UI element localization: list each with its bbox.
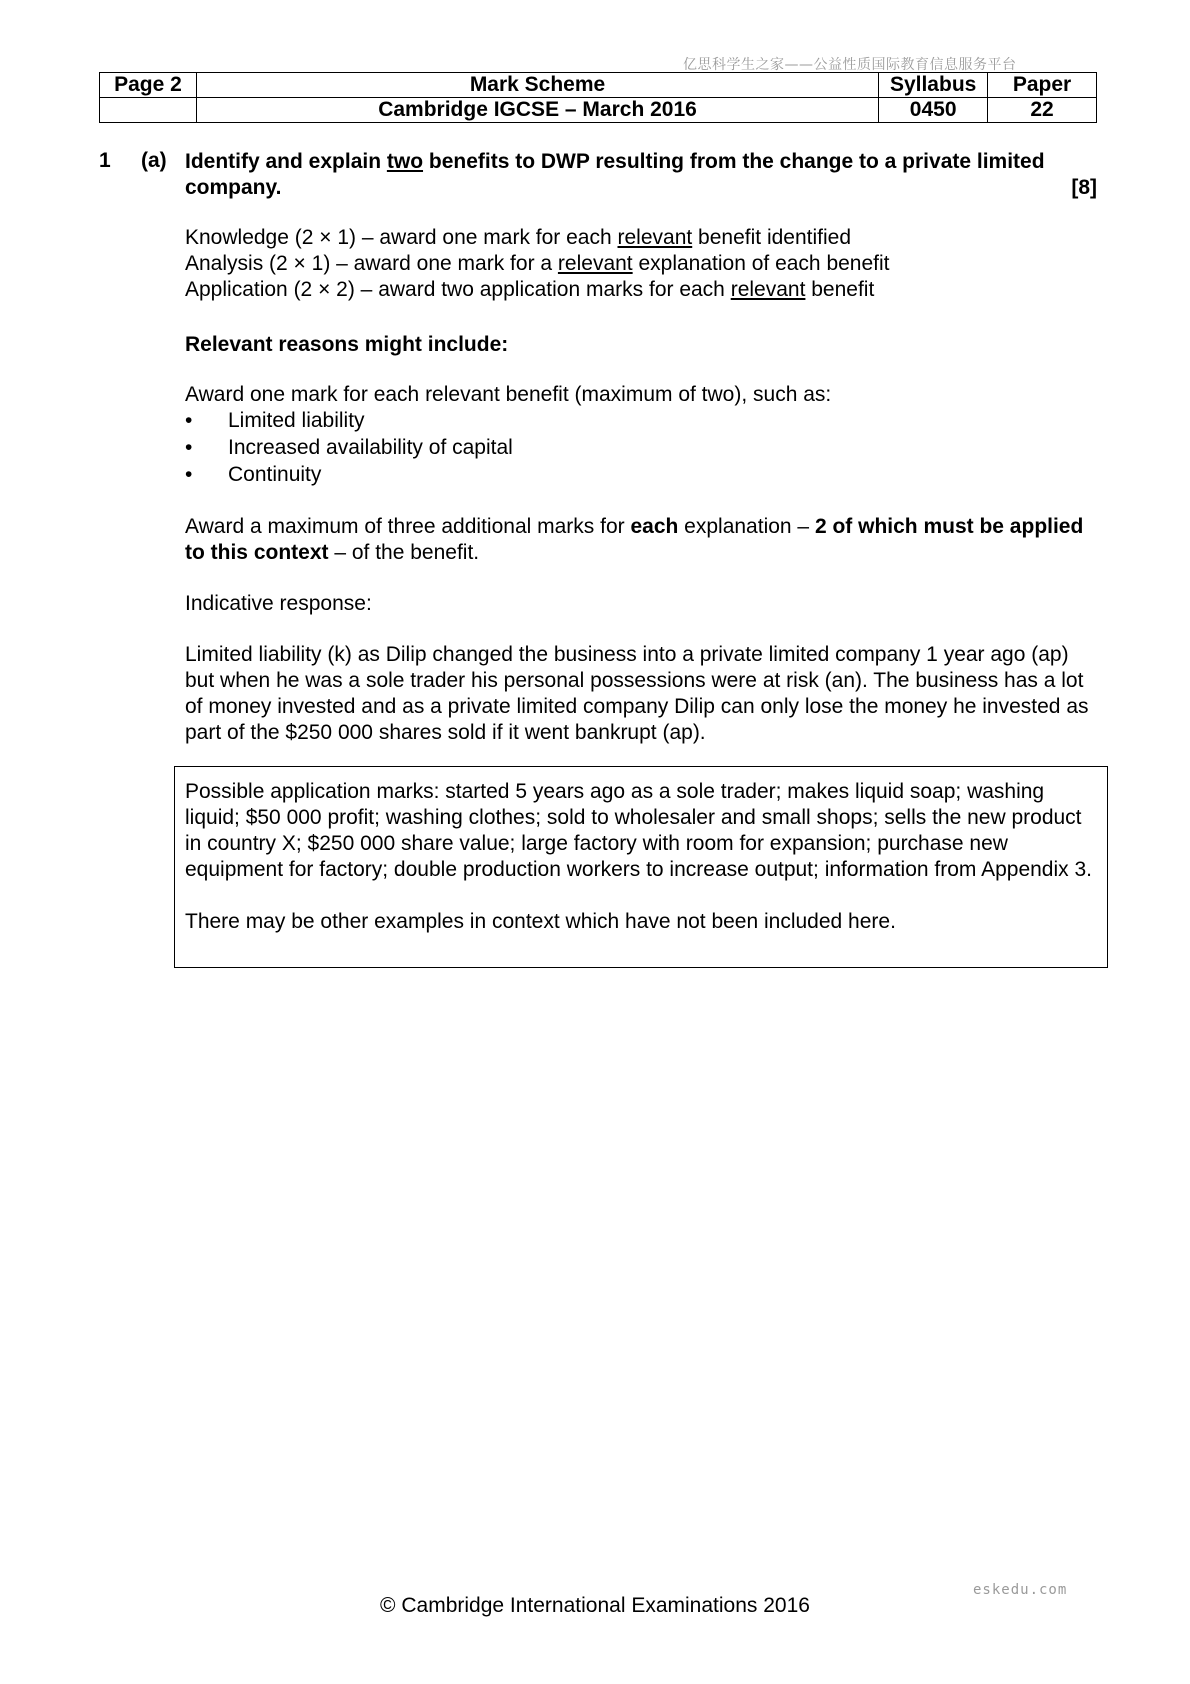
page-number: Page 2 <box>100 73 197 98</box>
paper-value: 22 <box>988 98 1097 123</box>
watermark-top: 亿思科学生之家——公益性质国际教育信息服务平台 <box>683 57 1017 73</box>
award-line: Award one mark for each relevant benefit (maximum of two), such as: <box>185 383 832 406</box>
document-subtitle: Cambridge IGCSE – March 2016 <box>196 98 878 123</box>
criteria-line <box>185 251 1097 277</box>
watermark-bottom: eskedu.com <box>973 1582 1068 1598</box>
criteria-text: benefit <box>805 278 875 301</box>
application-marks-text: Possible application marks: started 5 years ago as a sole trader; makes liquid soap; washing liquid; $50 000 profit; washing clothes; sold to wholesaler and small shops; sells the new product in country X; $250 000 share value; large factory with room for expansion; purchase new equipment for factory; double production workers to increase output; information from Appendix 3. <box>185 780 1092 881</box>
list-item: • Increased availability of capital <box>185 434 513 461</box>
award-max-paragraph <box>185 514 1097 566</box>
application-marks-box <box>174 766 1108 968</box>
criteria-underlined: relevant <box>730 278 806 301</box>
criteria-line <box>185 225 1097 251</box>
criteria-text: Knowledge (2 × 1) – award one mark for each <box>185 226 618 249</box>
criteria-line <box>185 277 1097 303</box>
indicative-label: Indicative response: <box>185 592 372 615</box>
application-box-content <box>185 779 1097 935</box>
document-title: Mark Scheme <box>196 73 878 98</box>
criteria-text: explanation of each benefit <box>632 252 890 275</box>
award-max-text: – of the benefit. <box>328 541 480 564</box>
award-max-text: Award a maximum of three additional marks for <box>185 515 631 538</box>
question-number: 1 <box>99 149 111 172</box>
relevant-heading: Relevant reasons might include: <box>185 333 509 356</box>
question-text-underlined: two <box>386 150 424 173</box>
question-marks: [8] <box>1071 176 1097 199</box>
criteria-text: benefit identified <box>692 226 852 249</box>
syllabus-label: Syllabus <box>879 73 988 98</box>
list-item: • Continuity <box>185 461 513 488</box>
award-max-bold: each <box>630 515 679 538</box>
award-max-bold: 2 of which must be applied to this context <box>185 515 1084 564</box>
paper-label: Paper <box>988 73 1097 98</box>
benefits-list <box>185 407 513 488</box>
question-text-before: Identify and explain <box>185 150 387 173</box>
criteria-underlined: relevant <box>557 252 633 275</box>
criteria-block <box>185 225 1097 303</box>
criteria-text: Application (2 × 2) – award two application marks for each <box>185 278 731 301</box>
question-text <box>185 149 1097 201</box>
other-examples-text: There may be other examples in context which have not been included here. <box>185 910 896 933</box>
list-item: • Limited liability <box>185 407 513 434</box>
syllabus-value: 0450 <box>879 98 988 123</box>
header-table <box>99 72 1097 123</box>
question-text-after: benefits to DWP resulting from the change to a private limited company. <box>185 150 1045 199</box>
empty-cell <box>100 98 197 123</box>
copyright-footer: © Cambridge International Examinations 2016 <box>380 1594 810 1617</box>
criteria-text: Analysis (2 × 1) – award one mark for a <box>185 252 558 275</box>
criteria-underlined: relevant <box>617 226 693 249</box>
award-max-text: explanation – <box>678 515 815 538</box>
indicative-response: Limited liability (k) as Dilip changed the business into a private limited company 1 year ago (ap) but when he was a sole trader his personal possessions were at risk (an). The business has a lot of money invested and as a private limited company Dilip can only lose the money he invested as part of the $250 000 shares sold if it went bankrupt (ap). <box>185 643 1089 744</box>
question-part: (a) <box>141 149 167 172</box>
